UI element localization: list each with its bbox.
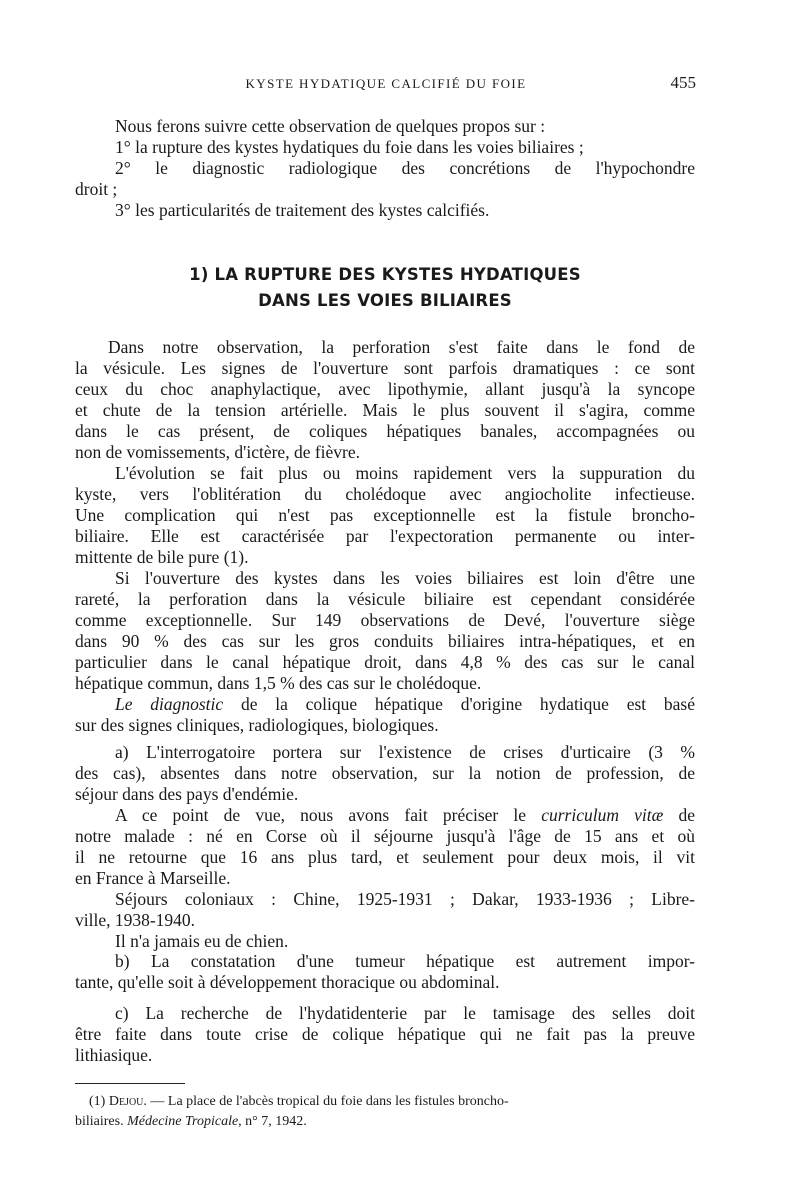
- intro-item-3: 3° les particularités de traitement des kystes calcifiés.: [115, 200, 490, 220]
- intro-item-2: 2° le diagnostic radiologique des concrétions de l'hypochondre: [115, 158, 695, 178]
- body-line: ceux du choc anaphylactique, avec lipothymie, allant jusqu'à la syncope: [75, 379, 695, 399]
- body-line: particulier dans le canal hépatique droit, dans 4,8 % des cas sur le canal: [75, 652, 695, 672]
- para-a-line: séjour dans des pays d'endémie.: [75, 784, 299, 804]
- body-line: mittente de bile pure (1).: [75, 547, 249, 567]
- footnote-text-3: , n° 7, 1942.: [238, 1114, 307, 1129]
- paragraph-b: [75, 951, 695, 993]
- diagnostic-line-2: sur des signes cliniques, radiologiques, biologiques.: [75, 715, 439, 735]
- body-line: kyste, vers l'oblitération du cholédoque avec angiocholite infectieuse.: [75, 484, 695, 504]
- running-title: KYSTE HYDATIQUE CALCIFIÉ DU FOIE: [245, 76, 527, 91]
- section-title-line-1: 1) LA RUPTURE DES KYSTES HYDATIQUES: [189, 265, 581, 284]
- para-b-line: b) La constatation d'une tumeur hépatique est autrement impor-: [115, 951, 695, 971]
- para-a-line: des cas), absentes dans notre observation, sur la notion de profession, de: [75, 763, 695, 783]
- body-line: la vésicule. Les signes de l'ouverture sont parfois dramatiques : ce sont: [75, 358, 695, 378]
- para-c-line: être faite dans toute crise de colique hépatique qui ne fait pas la preuve: [75, 1024, 695, 1044]
- intro-paragraph: [75, 116, 695, 221]
- para-c-line: lithiasique.: [75, 1045, 153, 1065]
- footnote-line-2: [75, 1112, 695, 1132]
- section-title: [75, 262, 695, 314]
- body-line: L'évolution se fait plus ou moins rapidement vers la suppuration du: [115, 463, 695, 483]
- para-c-line: c) La recherche de l'hydatidenterie par le tamisage des selles doit: [115, 1003, 695, 1023]
- intro-item-1: 1° la rupture des kystes hydatiques du foie dans les voies biliaires ;: [115, 137, 584, 157]
- page-header: [76, 73, 696, 98]
- paragraph-a: [75, 742, 695, 952]
- body-line: dans 90 % des cas sur les gros conduits biliaires intra-hépatiques, et en: [75, 631, 695, 651]
- curriculum-text-end: de: [663, 805, 695, 825]
- para-b-line: tante, qu'elle soit à développement thoracique ou abdominal.: [75, 972, 500, 992]
- body-line: rareté, la perforation dans la vésicule biliaire est cependant considérée: [75, 589, 695, 609]
- footnote-line-1: [75, 1092, 695, 1112]
- sejours-line: Séjours coloniaux : Chine, 1925-1931 ; Dakar, 1933-1936 ; Libre-: [115, 889, 695, 909]
- body-line: non de vomissements, d'ictère, de fièvre.: [75, 442, 361, 462]
- footnote-text: . — La place de l'abcès tropical du foie dans les fistules broncho-: [143, 1094, 509, 1109]
- footnote-number: (1): [89, 1094, 109, 1109]
- body-line: hépatique commun, dans 1,5 % des cas sur le cholédoque.: [75, 673, 482, 693]
- footnote-journal: Médecine Tropicale: [127, 1114, 239, 1129]
- footnote-divider: [75, 1083, 185, 1084]
- body-line: et chute de la tension artérielle. Mais le plus souvent il s'agira, comme: [75, 400, 695, 420]
- body-line: Une complication qui n'est pas exceptionnelle est la fistule broncho-: [75, 505, 695, 525]
- body-paragraphs: [75, 337, 695, 736]
- diagnostic-text: de la colique hépatique d'origine hydatique est basé: [223, 694, 695, 714]
- sejours-line: ville, 1938-1940.: [75, 910, 196, 930]
- curriculum-line: il ne retourne que 16 ans plus tard, et seulement pour deux mois, il vit: [75, 847, 695, 867]
- curriculum-line: en France à Marseille.: [75, 868, 231, 888]
- body-line: biliaire. Elle est caractérisée par l'expectoration permanente ou inter-: [75, 526, 695, 546]
- footnote: [75, 1092, 695, 1132]
- para-a-line: a) L'interrogatoire portera sur l'existence de crises d'urticaire (3 %: [115, 742, 695, 762]
- page-number: 455: [670, 73, 696, 92]
- curriculum-line: notre malade : né en Corse où il séjourne jusqu'à l'âge de 15 ans et où: [75, 826, 695, 846]
- curriculum-emphasis: curriculum vitæ: [541, 805, 664, 825]
- body-line: comme exceptionnelle. Sur 149 observations de Devé, l'ouverture siège: [75, 610, 695, 630]
- diagnostic-emphasis: Le diagnostic: [115, 694, 224, 714]
- section-title-line-2: DANS LES VOIES BILIAIRES: [258, 291, 512, 310]
- footnote-author: Dejou: [108, 1094, 144, 1109]
- chien-line: Il n'a jamais eu de chien.: [115, 931, 289, 951]
- body-line: Si l'ouverture des kystes dans les voies biliaires est loin d'être une: [115, 568, 695, 588]
- footnote-text-2: biliaires.: [75, 1114, 128, 1129]
- diagnostic-line: [75, 694, 695, 715]
- curriculum-text: A ce point de vue, nous avons fait préciser le: [115, 805, 542, 825]
- intro-line: Nous ferons suivre cette observation de quelques propos sur :: [115, 116, 546, 136]
- body-line: Dans notre observation, la perforation s'est faite dans le fond de: [108, 337, 695, 357]
- intro-line: droit ;: [75, 179, 118, 199]
- paragraph-c: [75, 1003, 695, 1066]
- body-line: dans le cas présent, de coliques hépatiques banales, accompagnées ou: [75, 421, 695, 441]
- curriculum-line: [75, 805, 695, 826]
